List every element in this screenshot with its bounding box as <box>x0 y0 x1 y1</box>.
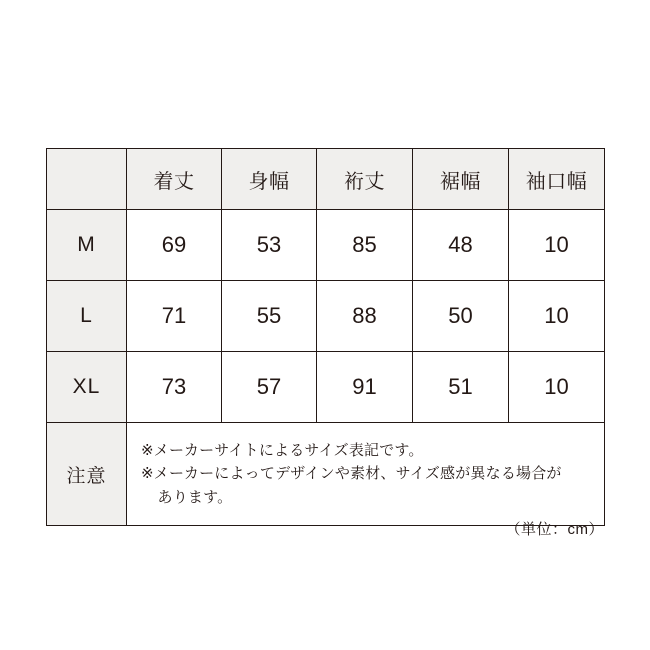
cell-xl-length: 73 <box>127 352 222 423</box>
size-table-container <box>46 148 604 526</box>
cell-m-length: 69 <box>127 210 222 281</box>
cell-xl-cuff-width: 10 <box>509 352 605 423</box>
note-label: 注意 <box>47 423 127 526</box>
cell-l-length: 71 <box>127 281 222 352</box>
note-line-2: ※メーカーによってデザインや素材、サイズ感が異なる場合が <box>141 465 562 483</box>
cell-m-sleeve-length: 85 <box>317 210 413 281</box>
cell-m-cuff-width: 10 <box>509 210 605 281</box>
cell-m-width: 53 <box>222 210 317 281</box>
cell-l-width: 55 <box>222 281 317 352</box>
size-table <box>46 148 605 526</box>
note-body <box>127 423 605 526</box>
table-corner-cell <box>47 149 127 210</box>
row-header-size-m: M <box>47 210 127 281</box>
cell-l-cuff-width: 10 <box>509 281 605 352</box>
cell-l-hem-width: 50 <box>413 281 509 352</box>
row-header-size-xl: XL <box>47 352 127 423</box>
table-header-row <box>47 149 605 210</box>
column-header-width: 身幅 <box>222 149 317 210</box>
cell-xl-hem-width: 51 <box>413 352 509 423</box>
cell-xl-width: 57 <box>222 352 317 423</box>
cell-m-hem-width: 48 <box>413 210 509 281</box>
table-row <box>47 352 605 423</box>
note-line-1: ※メーカーサイトによるサイズ表記です。 <box>141 442 424 460</box>
column-header-hem-width: 裾幅 <box>413 149 509 210</box>
table-row <box>47 210 605 281</box>
table-row <box>47 281 605 352</box>
row-header-size-l: L <box>47 281 127 352</box>
cell-xl-sleeve-length: 91 <box>317 352 413 423</box>
table-note-row <box>47 423 605 526</box>
note-line-3: あります。 <box>157 488 233 506</box>
cell-l-sleeve-length: 88 <box>317 281 413 352</box>
column-header-sleeve-length: 裄丈 <box>317 149 413 210</box>
column-header-cuff-width: 袖口幅 <box>509 149 605 210</box>
column-header-length: 着丈 <box>127 149 222 210</box>
unit-note: （単位：cm） <box>505 521 604 538</box>
